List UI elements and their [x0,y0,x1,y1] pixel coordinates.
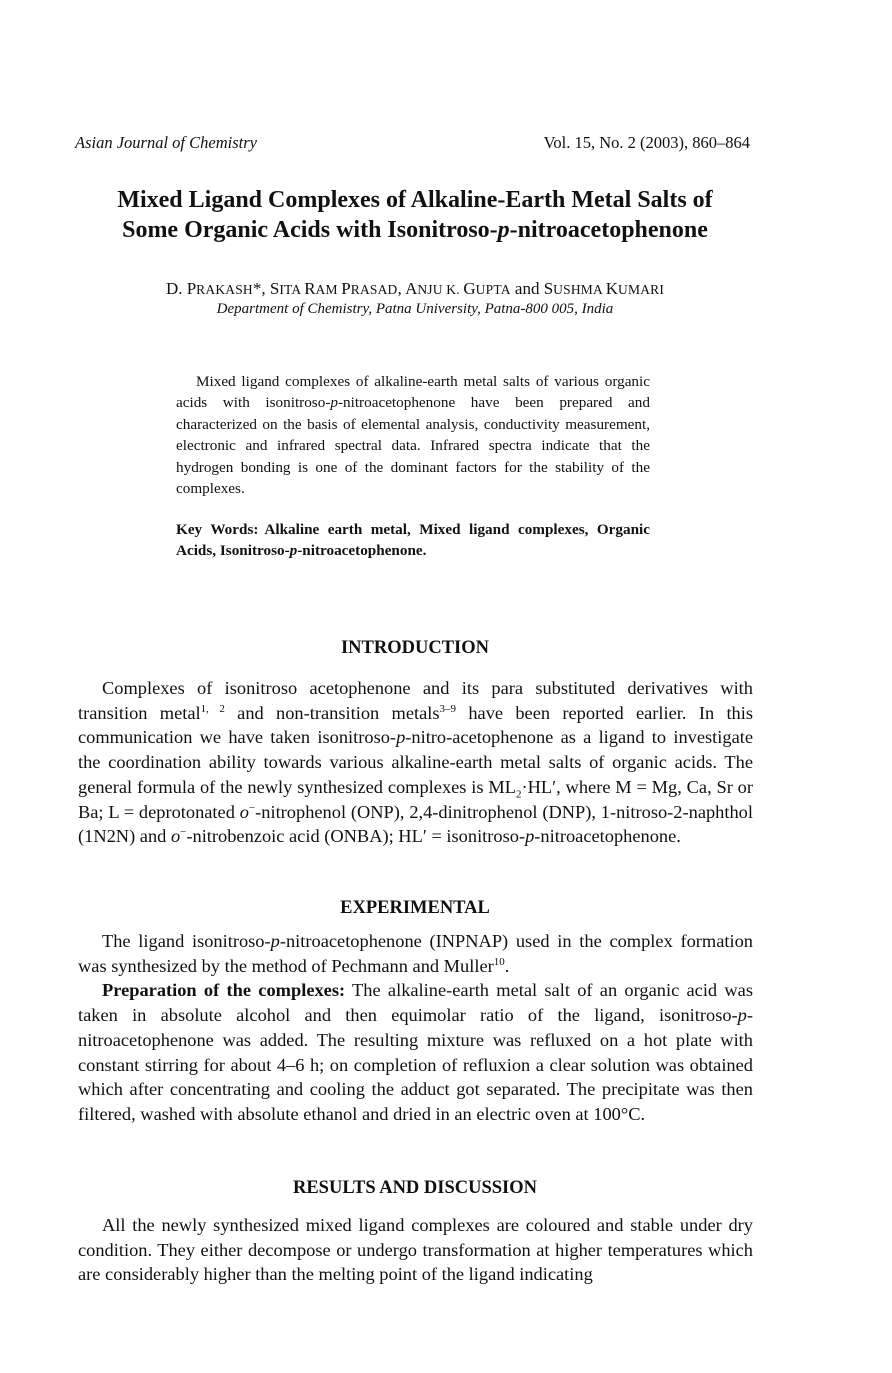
section-heading-introduction: INTRODUCTION [340,638,490,658]
body-text: The alkaline-earth metal salt of an organic acid was taken in absolute alcohol and then equimolar ratio of the ligand, isonitroso- [78,980,753,1026]
results-paragraph: All the newly synthesized mixed ligand complexes are coloured and stable under dry condition. They either decompose or undergo transformation at higher temperatures which are considerably higher than the melting point of the ligand indicating [78,1215,753,1285]
author-smallcaps: USHMA [553,282,606,297]
author-text: A [405,279,418,298]
author-text: D. P [165,279,197,298]
abstract [176,371,650,499]
author-smallcaps: RASAD [350,282,398,297]
author-smallcaps: UMARI [618,282,665,297]
results-body [78,1213,753,1287]
author-smallcaps: AM [315,282,342,297]
title-italic: p [497,217,510,243]
author-text: R [304,279,316,298]
author-text: S [269,279,280,298]
author-smallcaps: ITA [279,282,305,297]
citation: 1, 2 [200,702,225,715]
citation: 10 [493,955,505,968]
author-text: K [605,279,619,298]
keywords-text: -nitroacetophenone. [297,542,427,560]
keywords [176,519,650,562]
title-text: Some Organic Acids with Isonitroso- [122,217,498,243]
section-heading-experimental: EXPERIMENTAL [340,898,490,918]
title-text: -nitroacetophenone [509,217,708,243]
italic-text: p [270,931,280,951]
title-line-2 [60,215,770,245]
author-text: S [543,279,554,298]
body-text: The ligand isonitroso- [102,931,271,951]
author-list [60,278,770,301]
author-smallcaps: UPTA [475,282,511,297]
body-text: -nitrobenzoic acid (ONBA); HL′ = isonitroso- [186,826,526,847]
title-line-1: Mixed Ligand Complexes of Alkaline-Earth Metal Salts of [117,187,713,213]
body-text: have been reported earlier. In this communication we have taken isonitroso- [78,702,754,748]
volume-info: Vol. 15, No. 2 (2003), 860–864 [543,133,750,152]
italic-text: p [737,1005,747,1026]
abstract-italic: p [330,394,338,412]
author-text: G [463,279,476,298]
body-text: -nitroacetophenone was added. The resulting mixture was refluxed on a hot plate with constant stirring for about 4–6 h; on completion of refluxion a clear solution was obtained which after concentrating and cooling the adduct got separated. The precipitate was then filtered, washed with absolute ethanol and dried in an electric oven at 100°C. [78,1005,753,1124]
body-text: ·HL′, where M = Mg, Ca, Sr or Ba; L = deprotonated [78,776,754,822]
author-text: P [341,279,351,298]
abstract-text: -nitroacetophenone have been prepared and characterized on the basis of elemental analysis, conductivity measurement, electronic and infrared spectral data. Infrared spectra indicate that the hydrogen bonding is one of the dominant factors for the stability of the complexes. [176,394,650,498]
body-text: . [504,955,510,976]
italic-text: p [396,727,406,748]
section-heading-results: RESULTS AND DISCUSSION [292,1178,538,1198]
keywords-italic: p [289,542,298,560]
experimental-paragraph [78,929,753,978]
superscript: − [180,826,187,839]
author-smallcaps: RAKASH [196,282,253,297]
italic-text: o [239,801,249,822]
experimental-paragraph [78,978,753,1126]
abstract-paragraph [176,371,650,499]
citation: 3–9 [439,702,457,715]
body-text: and non-transition metals [224,702,440,723]
run-in-heading: Preparation of the complexes: [102,980,346,1001]
corresponding-mark: *, [252,279,270,298]
italic-text: o [170,826,181,847]
body-text: -nitroacetophenone. [534,826,681,847]
keywords-label: Key Words: [176,521,259,538]
experimental-body [78,929,753,1127]
subscript: 2 [515,788,522,801]
author-separator: , [397,279,406,298]
author-separator: and [510,279,544,298]
body-text: -nitroacetophenone (INPNAP) used in the complex formation was synthesized by the method of Pechmann and Muller [78,931,753,976]
keywords-text: Alkaline earth metal, Mixed ligand complexes, Organic Acids, Isonitroso- [176,521,650,560]
article-title [60,185,770,245]
affiliation: Department of Chemistry, Patna University, Patna-800 005, India [216,301,614,317]
italic-text: p [525,826,535,847]
abstract-text: Mixed ligand complexes of alkaline-earth metal salts of various organic acids with isonitroso- [176,373,650,412]
introduction-paragraph [78,676,753,849]
body-text: Complexes of isonitroso acetophenone and its para substituted derivatives with transition metal [78,678,753,723]
introduction-body [78,676,753,849]
author-smallcaps: NJU K. [417,282,464,297]
body-text: -nitro-acetophenone as a ligand to investigate the coordination ability towards various alkaline-earth metal salts of organic acids. The general formula of the newly synthesized complexes is ML [78,727,754,797]
body-text: -nitrophenol (ONP), 2,4-dinitrophenol (DNP), 1-nitroso-2-naphthol (1N2N) and [78,801,753,847]
running-header [75,133,750,157]
journal-name: Asian Journal of Chemistry [75,133,257,152]
superscript: − [248,801,256,814]
